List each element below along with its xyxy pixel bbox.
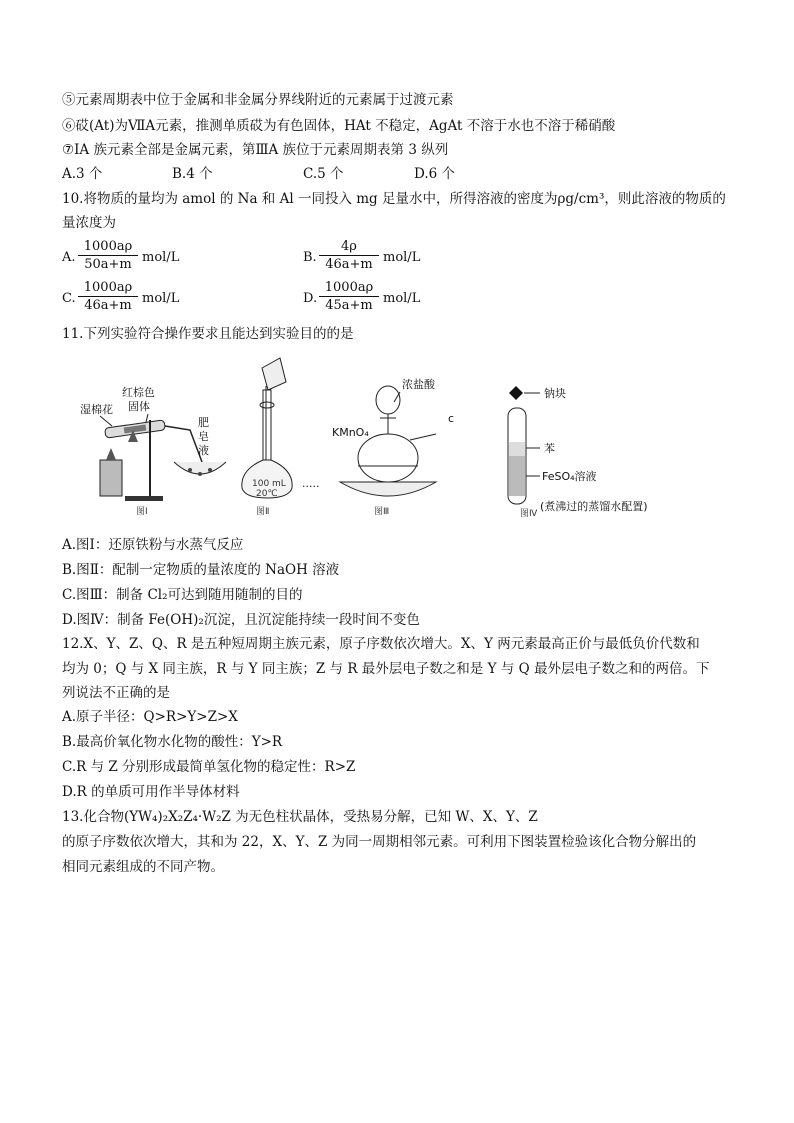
caption-fig-4: 图Ⅳ xyxy=(520,509,538,519)
unit: mol/L xyxy=(142,291,180,306)
q9-option-c: C.5 个 xyxy=(303,166,344,182)
label-soap-3: 液 xyxy=(198,444,209,457)
statement-6: ⑥砹(At)为ⅦA元素，推测单质砹为有色固体，HAt 不稳定，AgAt 不溶于水也不溶于稀硝酸 xyxy=(62,118,616,134)
q11-figures xyxy=(70,350,700,520)
q10-option-b xyxy=(303,238,503,278)
label-wet-cotton: 湿棉花 xyxy=(80,403,113,416)
option-letter: D. xyxy=(303,291,318,306)
fraction xyxy=(78,238,138,273)
q13-stem-line3: 相同元素组成的不同产物。 xyxy=(62,859,224,875)
option-letter: A. xyxy=(62,250,76,265)
label-soap-1: 肥 xyxy=(198,416,209,429)
unit: mol/L xyxy=(383,291,421,306)
label-feso4: FeSO₄溶液 xyxy=(542,470,597,483)
caption-fig-1: 图Ⅰ xyxy=(136,507,148,517)
q10-option-a xyxy=(62,238,262,278)
q12-option-b: B.最高价氧化物水化物的酸性：Y>R xyxy=(62,734,283,750)
statement-7: ⑦ⅠA 族元素全部是金属元素，第ⅢA 族位于元素周期表第 3 纵列 xyxy=(62,142,449,158)
q10-stem-line2: 量浓度为 xyxy=(62,215,116,231)
q11-option-a: A.图Ⅰ：还原铁粉与水蒸气反应 xyxy=(62,537,244,553)
q9-option-b: B.4 个 xyxy=(172,166,213,182)
option-letter: B. xyxy=(303,250,317,265)
q9-option-a: A.3 个 xyxy=(62,166,103,182)
denominator: 50a+m xyxy=(84,257,132,272)
figure-2 xyxy=(242,358,320,517)
label-boiled-water: (煮沸过的蒸馏水配置) xyxy=(540,500,648,513)
label-flask-volume: 100 mL xyxy=(252,479,286,489)
label-flask-temp: 20℃ xyxy=(256,489,278,499)
q12-stem-line3: 列说法不正确的是 xyxy=(62,685,170,701)
label-solid: 固体 xyxy=(128,400,150,413)
q11-stem: 11.下列实验符合操作要求且能达到实验目的的是 xyxy=(62,326,354,342)
unit: mol/L xyxy=(142,250,180,265)
label-conc-hcl: 浓盐酸 xyxy=(402,378,435,391)
apparatus-diagram xyxy=(70,350,700,520)
figure-3 xyxy=(332,377,454,517)
q13-stem-line2: 的原子序数依次增大，其和为 22，X、Y、Z 为同一周期相邻元素。可利用下图装置检验该化合物分解出的 xyxy=(62,834,697,850)
q12-option-a: A.原子半径：Q>R>Y>Z>X xyxy=(62,709,238,725)
q11-option-c: C.图Ⅲ：制备 Cl₂可达到随用随制的目的 xyxy=(62,587,303,603)
label-benzene: 苯 xyxy=(544,442,555,455)
stray-c: c xyxy=(448,412,455,425)
unit: mol/L xyxy=(383,250,421,265)
numerator: 4ρ xyxy=(319,238,379,256)
q12-stem-line2: 均为 0；Q 与 X 同主族，R 与 Y 同主族；Z 与 R 最外层电子数之和是 Y 与 Q 最外层电子数之和的两倍。下 xyxy=(62,661,710,677)
figure-4 xyxy=(508,386,648,519)
numerator: 1000aρ xyxy=(78,279,138,297)
label-sodium: 钠块 xyxy=(544,387,566,400)
caption-fig-2: 图Ⅱ xyxy=(256,507,270,517)
statement-5: ⑤元素周期表中位于金属和非金属分界线附近的元素属于过渡元素 xyxy=(62,92,454,108)
q12-stem-line1: 12.X、Y、Z、Q、R 是五种短周期主族元素，原子序数依次增大。X、Y 两元素最高正价与最低负价代数和 xyxy=(62,636,700,652)
option-letter: C. xyxy=(62,291,76,306)
q10-stem-line1: 10.将物质的量均为 amol 的 Na 和 Al 一同投入 mg 足量水中，所得溶液的密度为ρg/cm³，则此溶液的物质的 xyxy=(62,191,726,207)
q10-option-c xyxy=(62,279,262,319)
q10-option-d xyxy=(303,279,503,319)
dots: ····· xyxy=(302,480,320,493)
label-soap-2: 皂 xyxy=(198,430,209,443)
fraction xyxy=(319,238,379,273)
numerator: 1000aρ xyxy=(319,279,379,297)
denominator: 45a+m xyxy=(325,298,373,313)
q13-stem-line1: 13.化合物(YW₄)₂X₂Z₄·W₂Z 为无色柱状晶体，受热易分解，已知 W、X、Y、Z xyxy=(62,809,538,825)
q11-option-b: B.图Ⅱ：配制一定物质的量浓度的 NaOH 溶液 xyxy=(62,562,340,578)
fraction xyxy=(319,279,379,314)
q11-option-d: D.图Ⅳ：制备 Fe(OH)₂沉淀，且沉淀能持续一段时间不变色 xyxy=(62,612,420,628)
denominator: 46a+m xyxy=(84,298,132,313)
q9-option-d: D.6 个 xyxy=(414,166,456,182)
fraction xyxy=(78,279,138,314)
label-kmno4: KMnO₄ xyxy=(332,426,369,439)
q12-option-c: C.R 与 Z 分别形成最简单氢化物的稳定性：R>Z xyxy=(62,759,356,775)
q12-option-d: D.R 的单质可用作半导体材料 xyxy=(62,784,240,800)
figure-1 xyxy=(80,385,226,517)
denominator: 46a+m xyxy=(325,257,373,272)
caption-fig-3: 图Ⅲ xyxy=(374,507,390,517)
numerator: 1000aρ xyxy=(78,238,138,256)
label-red-brown: 红棕色 xyxy=(122,386,155,399)
